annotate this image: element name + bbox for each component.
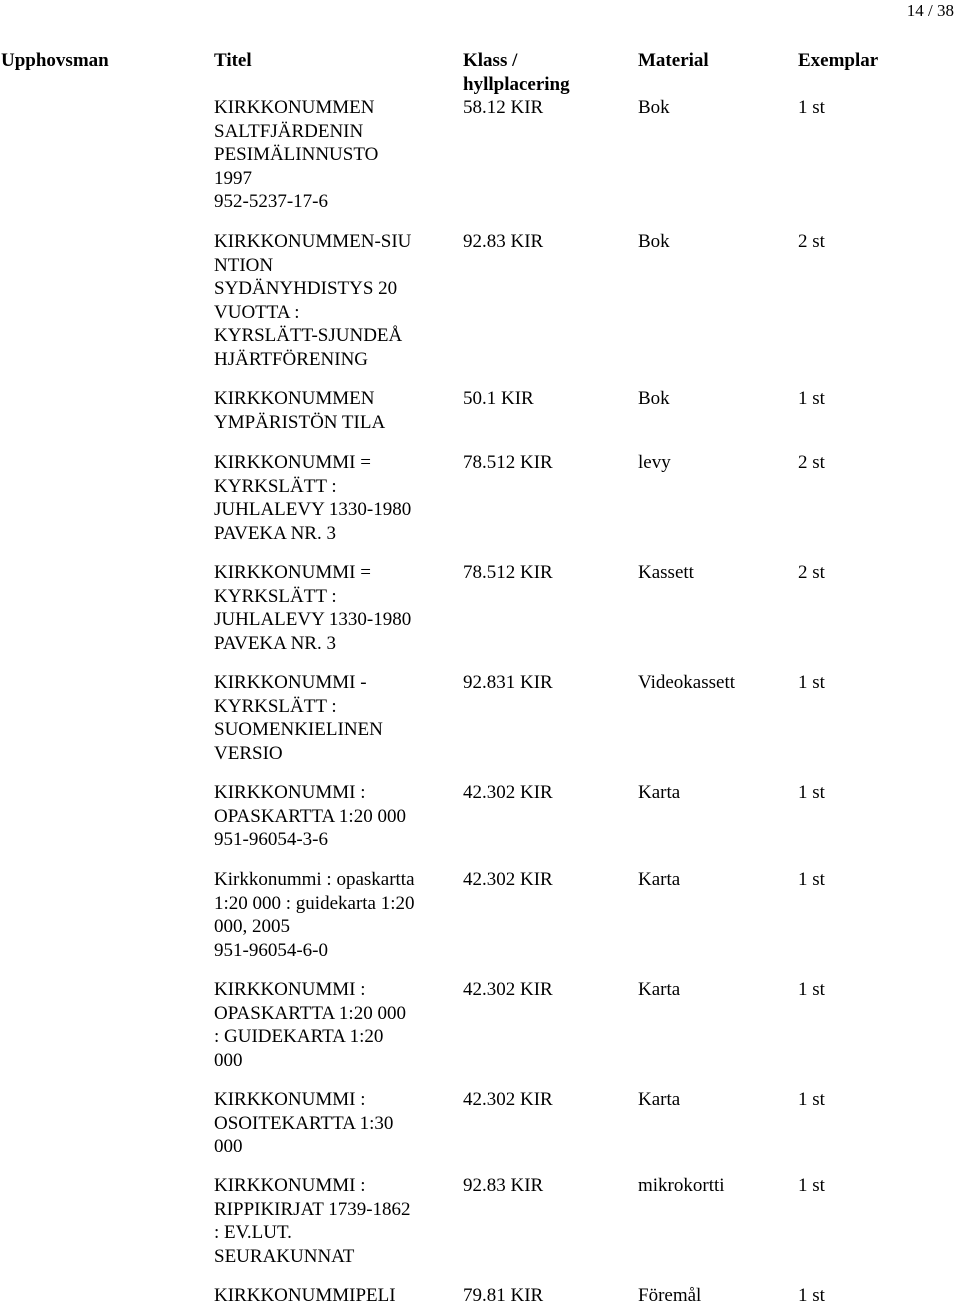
row-title: KIRKKONUMMEN-SIU NTION SYDÄNYHDISTYS 20 VUOTTA : KYRSLÄTT-SJUNDEÅ HJÄRTFÖRENING <box>214 231 412 370</box>
row-title: KIRKKONUMMI = KYRKSLÄTT : JUHLALEVY 1330-1980 PAVEKA NR. 3 <box>214 452 412 544</box>
row-class: 92.83 KIR <box>463 1175 544 1196</box>
row-material: mikrokortti <box>638 1175 725 1196</box>
row-class: 42.302 KIR <box>463 979 553 1000</box>
row-title: Kirkkonummi : opaskartta 1:20 000 : guidekarta 1:20 000, 2005 951-96054-6-0 <box>214 869 415 961</box>
header-copies: Exemplar <box>798 50 879 71</box>
row-class: 92.831 KIR <box>463 672 553 693</box>
row-material: Karta <box>638 979 681 1000</box>
row-material: Kassett <box>638 562 694 583</box>
header-class: Klass / hyllplacering <box>463 50 570 95</box>
row-copies: 1 st <box>798 1175 825 1196</box>
row-title: KIRKKONUMMI : OPASKARTTA 1:20 000 951-96054-3-6 <box>214 782 406 850</box>
header-material: Material <box>638 50 709 71</box>
row-material: Föremål <box>638 1285 702 1306</box>
row-title: KIRKKONUMMI - KYRKSLÄTT : SUOMENKIELINEN VERSIO <box>214 672 383 764</box>
row-title: KIRKKONUMMI : RIPPIKIRJAT 1739-1862 : EV.LUT. SEURAKUNNAT <box>214 1175 411 1267</box>
row-material: levy <box>638 452 671 473</box>
row-class: 50.1 KIR <box>463 388 534 409</box>
row-copies: 2 st <box>798 231 825 252</box>
row-material: Karta <box>638 869 681 890</box>
row-material: Bok <box>638 388 670 409</box>
row-material: Bok <box>638 231 670 252</box>
row-title: KIRKKONUMMEN YMPÄRISTÖN TILA <box>214 388 386 433</box>
header-title: Titel <box>214 50 252 71</box>
row-class: 78.512 KIR <box>463 452 553 473</box>
row-class: 42.302 KIR <box>463 782 553 803</box>
row-copies: 1 st <box>798 97 825 118</box>
row-title: KIRKKONUMMI : OSOITEKARTTA 1:30 000 <box>214 1089 394 1157</box>
row-copies: 2 st <box>798 452 825 473</box>
row-copies: 1 st <box>798 1089 825 1110</box>
row-copies: 2 st <box>798 562 825 583</box>
row-copies: 1 st <box>798 782 825 803</box>
row-class: 92.83 KIR <box>463 231 544 252</box>
row-copies: 1 st <box>798 869 825 890</box>
row-class: 78.512 KIR <box>463 562 553 583</box>
row-copies: 1 st <box>798 979 825 1000</box>
row-title: KIRKKONUMMIPELI <box>214 1285 396 1306</box>
row-material: Karta <box>638 1089 681 1110</box>
row-material: Videokassett <box>638 672 736 693</box>
row-class: 58.12 KIR <box>463 97 544 118</box>
row-title: KIRKKONUMMI : OPASKARTTA 1:20 000 : GUIDEKARTA 1:20 000 <box>214 979 406 1071</box>
page-number: 14 / 38 <box>906 1 954 20</box>
row-class: 79.81 KIR <box>463 1285 544 1306</box>
row-title: KIRKKONUMMEN SALTFJÄRDENIN PESIMÄLINNUSTO 1997 952-5237-17-6 <box>214 97 379 212</box>
header-author: Upphovsman <box>1 50 109 71</box>
row-class: 42.302 KIR <box>463 869 553 890</box>
row-copies: 1 st <box>798 1285 825 1306</box>
row-class: 42.302 KIR <box>463 1089 553 1110</box>
row-copies: 1 st <box>798 672 825 693</box>
row-material: Karta <box>638 782 681 803</box>
row-title: KIRKKONUMMI = KYRKSLÄTT : JUHLALEVY 1330-1980 PAVEKA NR. 3 <box>214 562 412 654</box>
row-material: Bok <box>638 97 670 118</box>
row-copies: 1 st <box>798 388 825 409</box>
